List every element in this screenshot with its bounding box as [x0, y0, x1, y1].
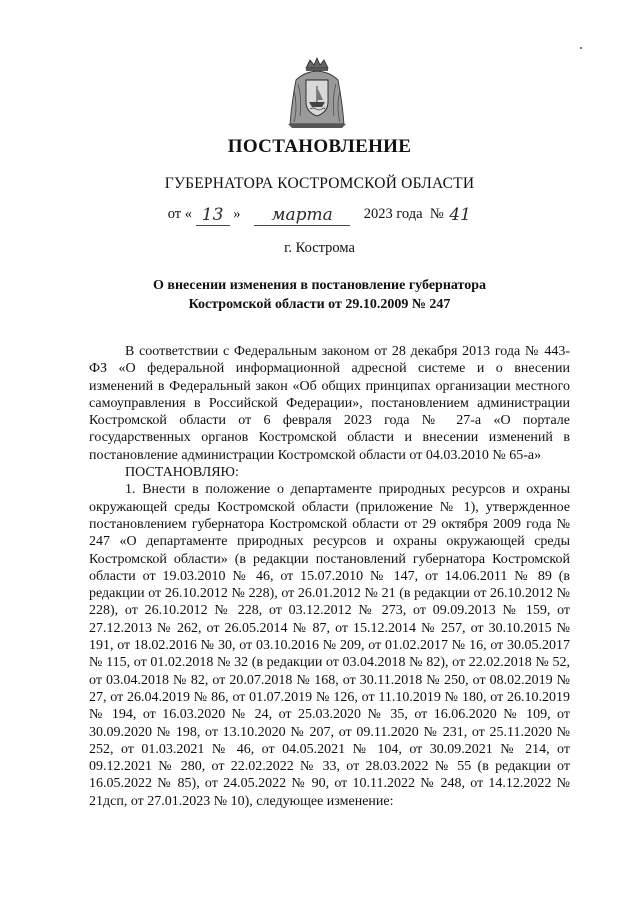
document-body	[89, 343, 570, 810]
scan-speck	[580, 47, 582, 49]
coat-of-arms-icon	[282, 56, 352, 130]
handwritten-month: марта	[254, 205, 350, 226]
preamble-paragraph: В соответствии с Федеральным законом от 28 декабря 2013 года № 443-ФЗ «О федеральной информационной адресной системе и о внесении изменений в Федеральный закон «Об общих принципах организации местного самоуправления в Российской Федерации», постановлением администрации Костромской области от 6 февраля 2023 года № 27-а «О портале государственных органов Костромской области и внесении изменений в постановление администрации Костромской области от 04.03.2010 № 65-а»	[89, 344, 570, 463]
date-quote-close: »	[233, 206, 241, 222]
document-heading	[0, 276, 639, 314]
handwritten-number: 41	[449, 205, 471, 225]
number-sign: №	[429, 206, 444, 222]
document-title: ПОСТАНОВЛЕНИЕ	[227, 136, 412, 157]
issuer-line: ГУБЕРНАТОРА КОСТРОМСКОЙ ОБЛАСТИ	[164, 175, 475, 192]
resolve-line: ПОСТАНОВЛЯЮ:	[125, 465, 239, 481]
handwritten-day: 13	[196, 205, 230, 226]
date-line	[0, 205, 639, 226]
heading-line-1: О внесении изменения в постановление губернатора	[153, 278, 486, 293]
clause-1-paragraph: 1. Внести в положение о департаменте природных ресурсов и охраны окружающей среды Костромской области (приложение № 1), утвержденное постановлением губернатора Костромской области от 29 октября 2009 года № 247 «О департаменте природных ресурсов и охраны окружающей среды Костромской области» (в редакции постановлений губернатора Костромской области от 19.03.2010 № 46, от 15.07.2010 № 147, от 14.06.2011 № 89 (в редакции от 26.10.2012 № 228), от 26.01.2012 № 21 (в редакции от 26.10.2012 № 228), от 26.10.2012 № 228, от 03.12.2012 № 273, от 09.09.2013 № 159, от 27.12.2013 № 262, от 26.05.2014 № 87, от 15.12.2014 № 257, от 30.10.2015 № 191, от 18.02.2016 № 30, от 03.10.2016 № 209, от 01.02.2017 № 16, от 30.05.2017 № 115, от 01.02.2018 № 32 (в редакции от 03.04.2018 № 82), от 22.02.2018 № 52, от 03.04.2018 № 82, от 20.07.2018 № 168, от 30.11.2018 № 250, от 08.02.2019 № 27, от 26.04.2019 № 86, от 01.07.2019 № 126, от 11.10.2019 № 180, от 26.10.2019 № 194, от 16.03.2020 № 24, от 25.03.2020 № 35, от 16.06.2020 № 109, от 30.09.2020 № 198, от 13.10.2020 № 207, от 09.11.2020 № 231, от 25.11.2020 № 252, от 01.03.2021 № 46, от 04.05.2021 № 104, от 30.09.2021 № 214, от 09.12.2021 № 280, от 22.02.2022 № 33, от 28.03.2022 № 55 (в редакции от 16.05.2022 № 85), от 24.05.2022 № 90, от 10.11.2022 № 248, от 14.12.2022 № 21дсп, от 27.01.2023 № 10), следующее изменение:	[89, 482, 570, 809]
date-prefix: от «	[167, 206, 192, 222]
city-line: г. Кострома	[284, 240, 355, 256]
heading-line-2: Костромской области от 29.10.2009 № 247	[188, 297, 451, 312]
date-year: 2023 года	[363, 206, 423, 222]
